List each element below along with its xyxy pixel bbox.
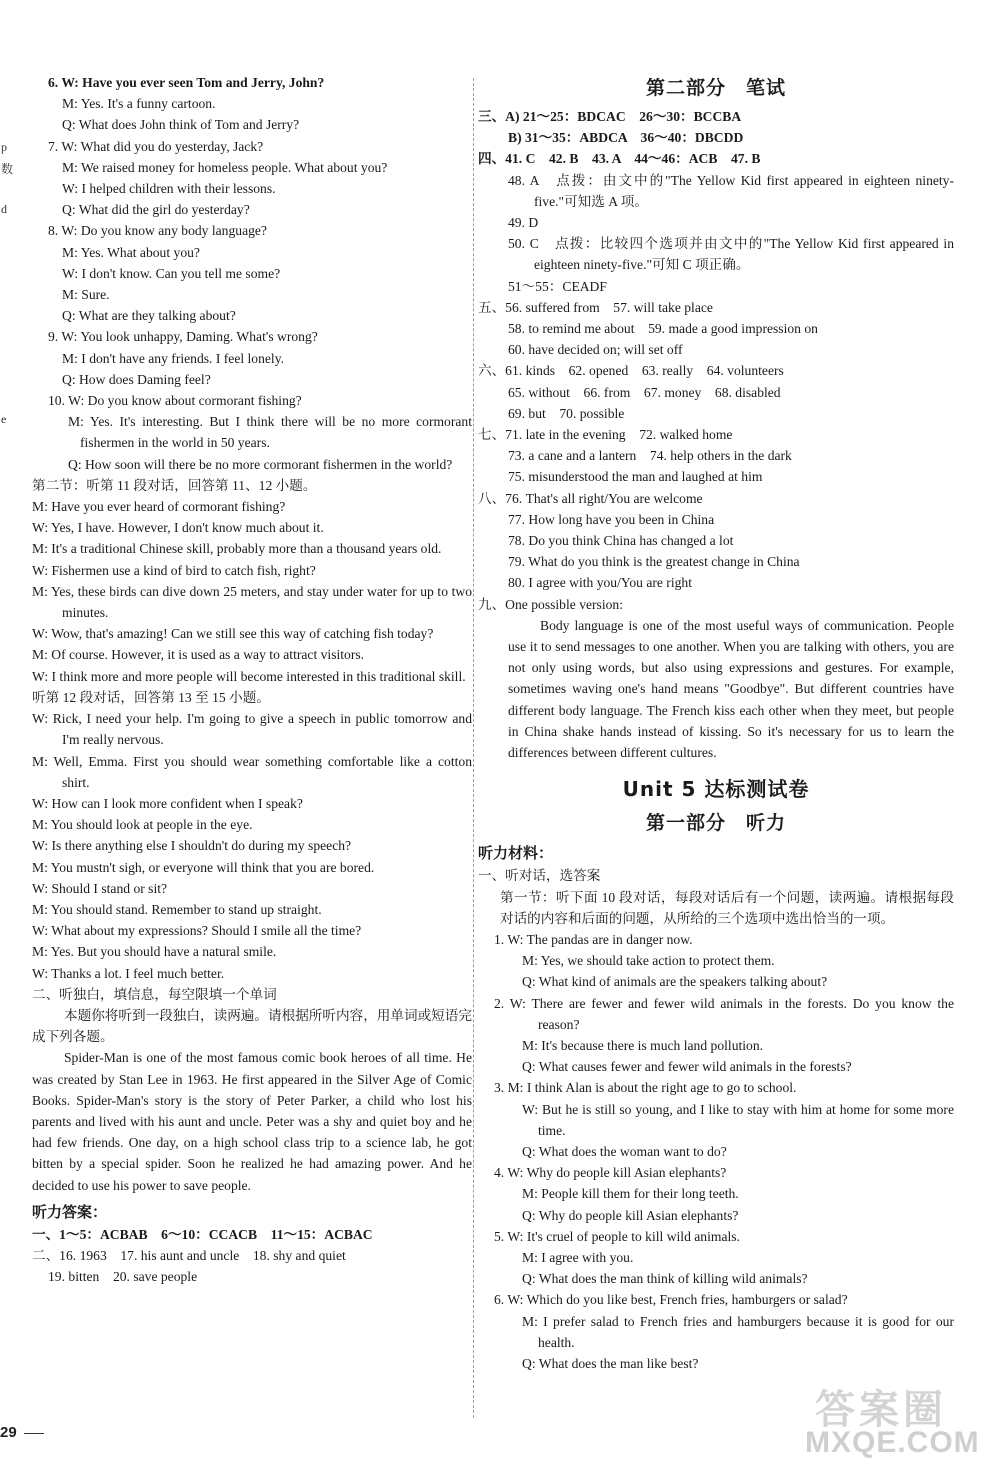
dialogue-line: 4. W: Why do people kill Asian elephants? xyxy=(494,1165,727,1181)
dialogue-line: M: Sure. xyxy=(62,287,110,303)
dialogue-line: M: Yes. But you should have a natural smile. xyxy=(32,944,277,960)
answer-line: 78. Do you think China has changed a lot xyxy=(508,533,734,549)
dialogue-line: W: I think more and more people will become interested in this traditional skill. xyxy=(32,668,466,684)
dialogue-line: M: You should stand. Remember to stand up straight. xyxy=(32,901,322,917)
dialogue-line: Q: What are they talking about? xyxy=(62,308,236,324)
dialogue-line: Q: What does the woman want to do? xyxy=(522,1143,727,1159)
dialogue-line: 6. W: Have you ever seen Tom and Jerry, John? xyxy=(48,75,325,90)
part-title: 二、听独白，填信息，每空限填一个单词 xyxy=(32,986,277,1002)
dialogue-line: Q: What causes fewer and fewer wild animals in the forests? xyxy=(522,1059,852,1075)
page-number-rule xyxy=(24,1433,44,1434)
dialogue-line: W: Is there anything else I shouldn't do during my speech? xyxy=(32,838,352,854)
answer-line: 58. to remind me about 59. made a good impression on xyxy=(508,321,818,337)
page-number: 29 xyxy=(0,1424,17,1441)
dialogue-line: M: People kill them for their long teeth. xyxy=(522,1186,739,1202)
dialogue-line: 7. W: What did you do yesterday, Jack? xyxy=(48,138,264,154)
answer-line: 80. I agree with you/You are right xyxy=(508,575,692,591)
dialogue-line: W: Wow, that's amazing! Can we still see this way of catching fish today? xyxy=(32,626,434,642)
dialogue-line: M: It's a traditional Chinese skill, probably more than a thousand years old. xyxy=(32,541,442,557)
dialogue-line: M: Yes, these birds can dive down 25 meters, and stay under water for up to two minutes. xyxy=(32,583,472,621)
answer-note: 50. C 点拨：比较四个选项并由文中的"The Yellow Kid first appeared in eighteen ninety-five."可知 C 项正确。 xyxy=(508,236,954,273)
materials-heading: 听力材料： xyxy=(478,844,554,863)
dialogue-line: M: I don't have any friends. I feel lonely. xyxy=(62,350,285,366)
dialogue-line: Q: What did the girl do yesterday? xyxy=(62,202,250,218)
answer-line: 49. D xyxy=(508,215,539,231)
watermark-icon: 答案圈 xyxy=(815,1387,947,1433)
section-title: 一、听对话，选答案 xyxy=(478,868,601,884)
answer-note: 48. A 点拨：由文中的"The Yellow Kid first appeared in eighteen ninety-five."可知选 A 项。 xyxy=(508,172,954,209)
dialogue-line: M: You mustn't sigh, or everyone will think that you are bored. xyxy=(32,859,375,875)
dialogue-line: 6. W: Which do you like best, French fries, hamburgers or salad? xyxy=(494,1292,848,1308)
dialogue-line: W: Should I stand or sit? xyxy=(32,880,168,896)
dialogue-line: W: How can I look more confident when I speak? xyxy=(32,795,303,811)
left-margin-fragments xyxy=(0,0,14,1471)
dialogue-line: 10. W: Do you know about cormorant fishing? xyxy=(48,393,302,409)
answer-line: 三、A) 21～25：BDCAC 26～30：BCCBA xyxy=(478,109,742,124)
answer-line: 79. What do you think is the greatest change in China xyxy=(508,554,800,570)
dialogue-line: W: Fishermen use a kind of bird to catch fish, right? xyxy=(32,562,316,578)
section-intro: 第二节：听第 11 段对话，回答第 11、12 小题。 xyxy=(32,477,317,493)
watermark-site: MXQE.COM xyxy=(805,1426,980,1459)
dialogue-line: M: Yes, we should take action to protect them. xyxy=(522,953,775,969)
answer-line: 八、76. That's all right/You are welcome xyxy=(478,490,703,506)
dialogue-line: Q: How soon will there be no more cormorant fishermen in the world? xyxy=(68,456,453,472)
sample-essay: Body language is one of the most useful ways of communication. People use it to send messages to one another. When you are talking with others, you are not only using words, but also using expressions and gestures. For example, sometimes waving one's hand means "Goodbye". But different countries have different body language. The French kiss each other when they meet, but people in China shake hands instead of kissing. So it's necessary for us to learn the differences between different cultures. xyxy=(508,617,954,761)
edge-fragment: 数 xyxy=(1,162,14,176)
watermark-logo xyxy=(805,1378,985,1458)
dialogue-line: M: Yes. It's interesting. But I think there will be no more cormorant fishermen in the world in 50 years. xyxy=(68,414,472,451)
dialogue-line: Q: What kind of animals are the speakers talking about? xyxy=(522,974,828,990)
answer-line: 51～55：CEADF xyxy=(508,278,607,294)
answer-line: 九、One possible version: xyxy=(478,596,623,612)
answer-line: 一、1～5：ACBAB 6～10：CCACB 11～15：ACBAC xyxy=(32,1226,373,1242)
answer-line: 七、71. late in the evening 72. walked home xyxy=(478,427,733,443)
dialogue-line: Q: Why do people kill Asian elephants? xyxy=(522,1207,739,1223)
dialogue-line: M: I agree with you. xyxy=(522,1249,634,1265)
dialogue-line: Q: What does John think of Tom and Jerry? xyxy=(62,117,300,133)
dialogue-line: Q: What does the man like best? xyxy=(522,1355,699,1371)
dialogue-line: W: But he is still so young, and I like to stay with him at home for some more time. xyxy=(522,1101,954,1138)
edge-fragment: p xyxy=(1,140,7,154)
left-column xyxy=(32,72,472,1287)
dialogue-line: M: Yes. It's a funny cartoon. xyxy=(62,96,216,112)
answer-line: 75. misunderstood the man and laughed at him xyxy=(508,469,763,485)
part-heading: 第一部分 听力 xyxy=(645,812,786,835)
answer-line: B) 31～35：ABDCA 36～40：DBCDD xyxy=(508,130,744,146)
edge-fragment: d xyxy=(1,202,7,216)
part-instructions: 本题你将听到一段独白，读两遍。请根据所听内容，用单词或短语完成下列各题。 xyxy=(32,1007,472,1045)
dialogue-line: M: Well, Emma. First you should wear something comfortable like a cotton shirt. xyxy=(32,753,472,790)
dialogue-line: W: Yes, I have. However, I don't know much about it. xyxy=(32,520,324,536)
right-column xyxy=(478,72,954,1374)
answer-line: 二、16. 1963 17. his aunt and uncle 18. shy and quiet xyxy=(32,1247,346,1263)
answer-line: 77. How long have you been in China xyxy=(508,511,715,527)
dialogue-line: 9. W: You look unhappy, Daming. What's wrong? xyxy=(48,329,318,345)
dialogue-line: 3. M: I think Alan is about the right age to go to school. xyxy=(494,1080,797,1096)
dialogue-line: W: Rick, I need your help. I'm going to give a speech in public tomorrow and I'm really nervous. xyxy=(32,711,472,748)
dialogue-line: W: What about my expressions? Should I smile all the time? xyxy=(32,923,362,939)
dialogue-line: M: You should look at people in the eye. xyxy=(32,817,253,833)
section-instructions: 第一节：听下面 10 段对话，每段对话后有一个问题，读两遍。请根据每段对话的内容和后面的问题，从所给的三个选项中选出恰当的一项。 xyxy=(500,889,954,926)
dialogue-line: W: I don't know. Can you tell me some? xyxy=(62,265,281,281)
dialogue-line: M: It's because there is much land pollution. xyxy=(522,1037,764,1053)
dialogue-line: M: Of course. However, it is used as a way to attract visitors. xyxy=(32,647,365,663)
dialogue-line: 8. W: Do you know any body language? xyxy=(48,223,267,239)
dialogue-line: M: Yes. What about you? xyxy=(62,244,200,260)
answer-line: 六、61. kinds 62. opened 63. really 64. volunteers xyxy=(478,363,784,379)
dialogue-line: 5. W: It's cruel of people to kill wild animals. xyxy=(494,1228,740,1244)
answers-heading: 听力答案： xyxy=(32,1202,108,1221)
dialogue-line: M: I prefer salad to French fries and hamburgers because it is good for our health. xyxy=(522,1313,954,1350)
dialogue-line: Q: How does Daming feel? xyxy=(62,371,211,387)
dialogue-line: 2. W: There are fewer and fewer wild animals in the forests. Do you know the reason? xyxy=(494,995,954,1032)
answer-line: 19. bitten 20. save people xyxy=(48,1269,198,1285)
answer-line: 73. a cane and a lantern 74. help others in the dark xyxy=(508,448,792,464)
dialogue-line: W: I helped children with their lessons. xyxy=(62,181,276,197)
dialogue-line: W: Thanks a lot. I feel much better. xyxy=(32,965,225,981)
answer-line: 60. have decided on; will set off xyxy=(508,342,683,358)
dialogue-line: 1. W: The pandas are in danger now. xyxy=(494,931,693,947)
answer-line: 五、56. suffered from 57. will take place xyxy=(478,299,713,315)
column-divider xyxy=(473,78,474,1418)
answer-line: 65. without 66. from 67. money 68. disabled xyxy=(508,384,781,400)
dialogue-line: M: Have you ever heard of cormorant fishing? xyxy=(32,499,286,515)
dialogue-line: M: We raised money for homeless people. What about you? xyxy=(62,159,388,175)
edge-fragment: e xyxy=(1,412,7,426)
unit-title: Unit 5 达标测试卷 xyxy=(622,777,810,802)
part-heading: 第二部分 笔试 xyxy=(645,77,786,99)
monologue-passage: Spider-Man is one of the most famous comic book heroes of all time. He was created by Stan Lee in 1963. He first appeared in the Silver Age of Comic Books. Spider-Man's story is the story of Peter Parker, a child who lost his parents and lived with his aunt and uncle. Peter was a shy and quiet boy and he had few friends. One day, on a high school class trip to a science lab, he got bitten by a special spider. Soon he realized he had amazing power. And he decided to use his power to save people. xyxy=(32,1050,472,1193)
dialogue-line: Q: What does the man think of killing wild animals? xyxy=(522,1271,808,1287)
answer-line: 四、41. C 42. B 43. A 44～46：ACB 47. B xyxy=(478,151,761,167)
answer-line: 69. but 70. possible xyxy=(508,405,625,421)
section-intro: 听第 12 段对话，回答第 13 至 15 小题。 xyxy=(32,689,270,705)
